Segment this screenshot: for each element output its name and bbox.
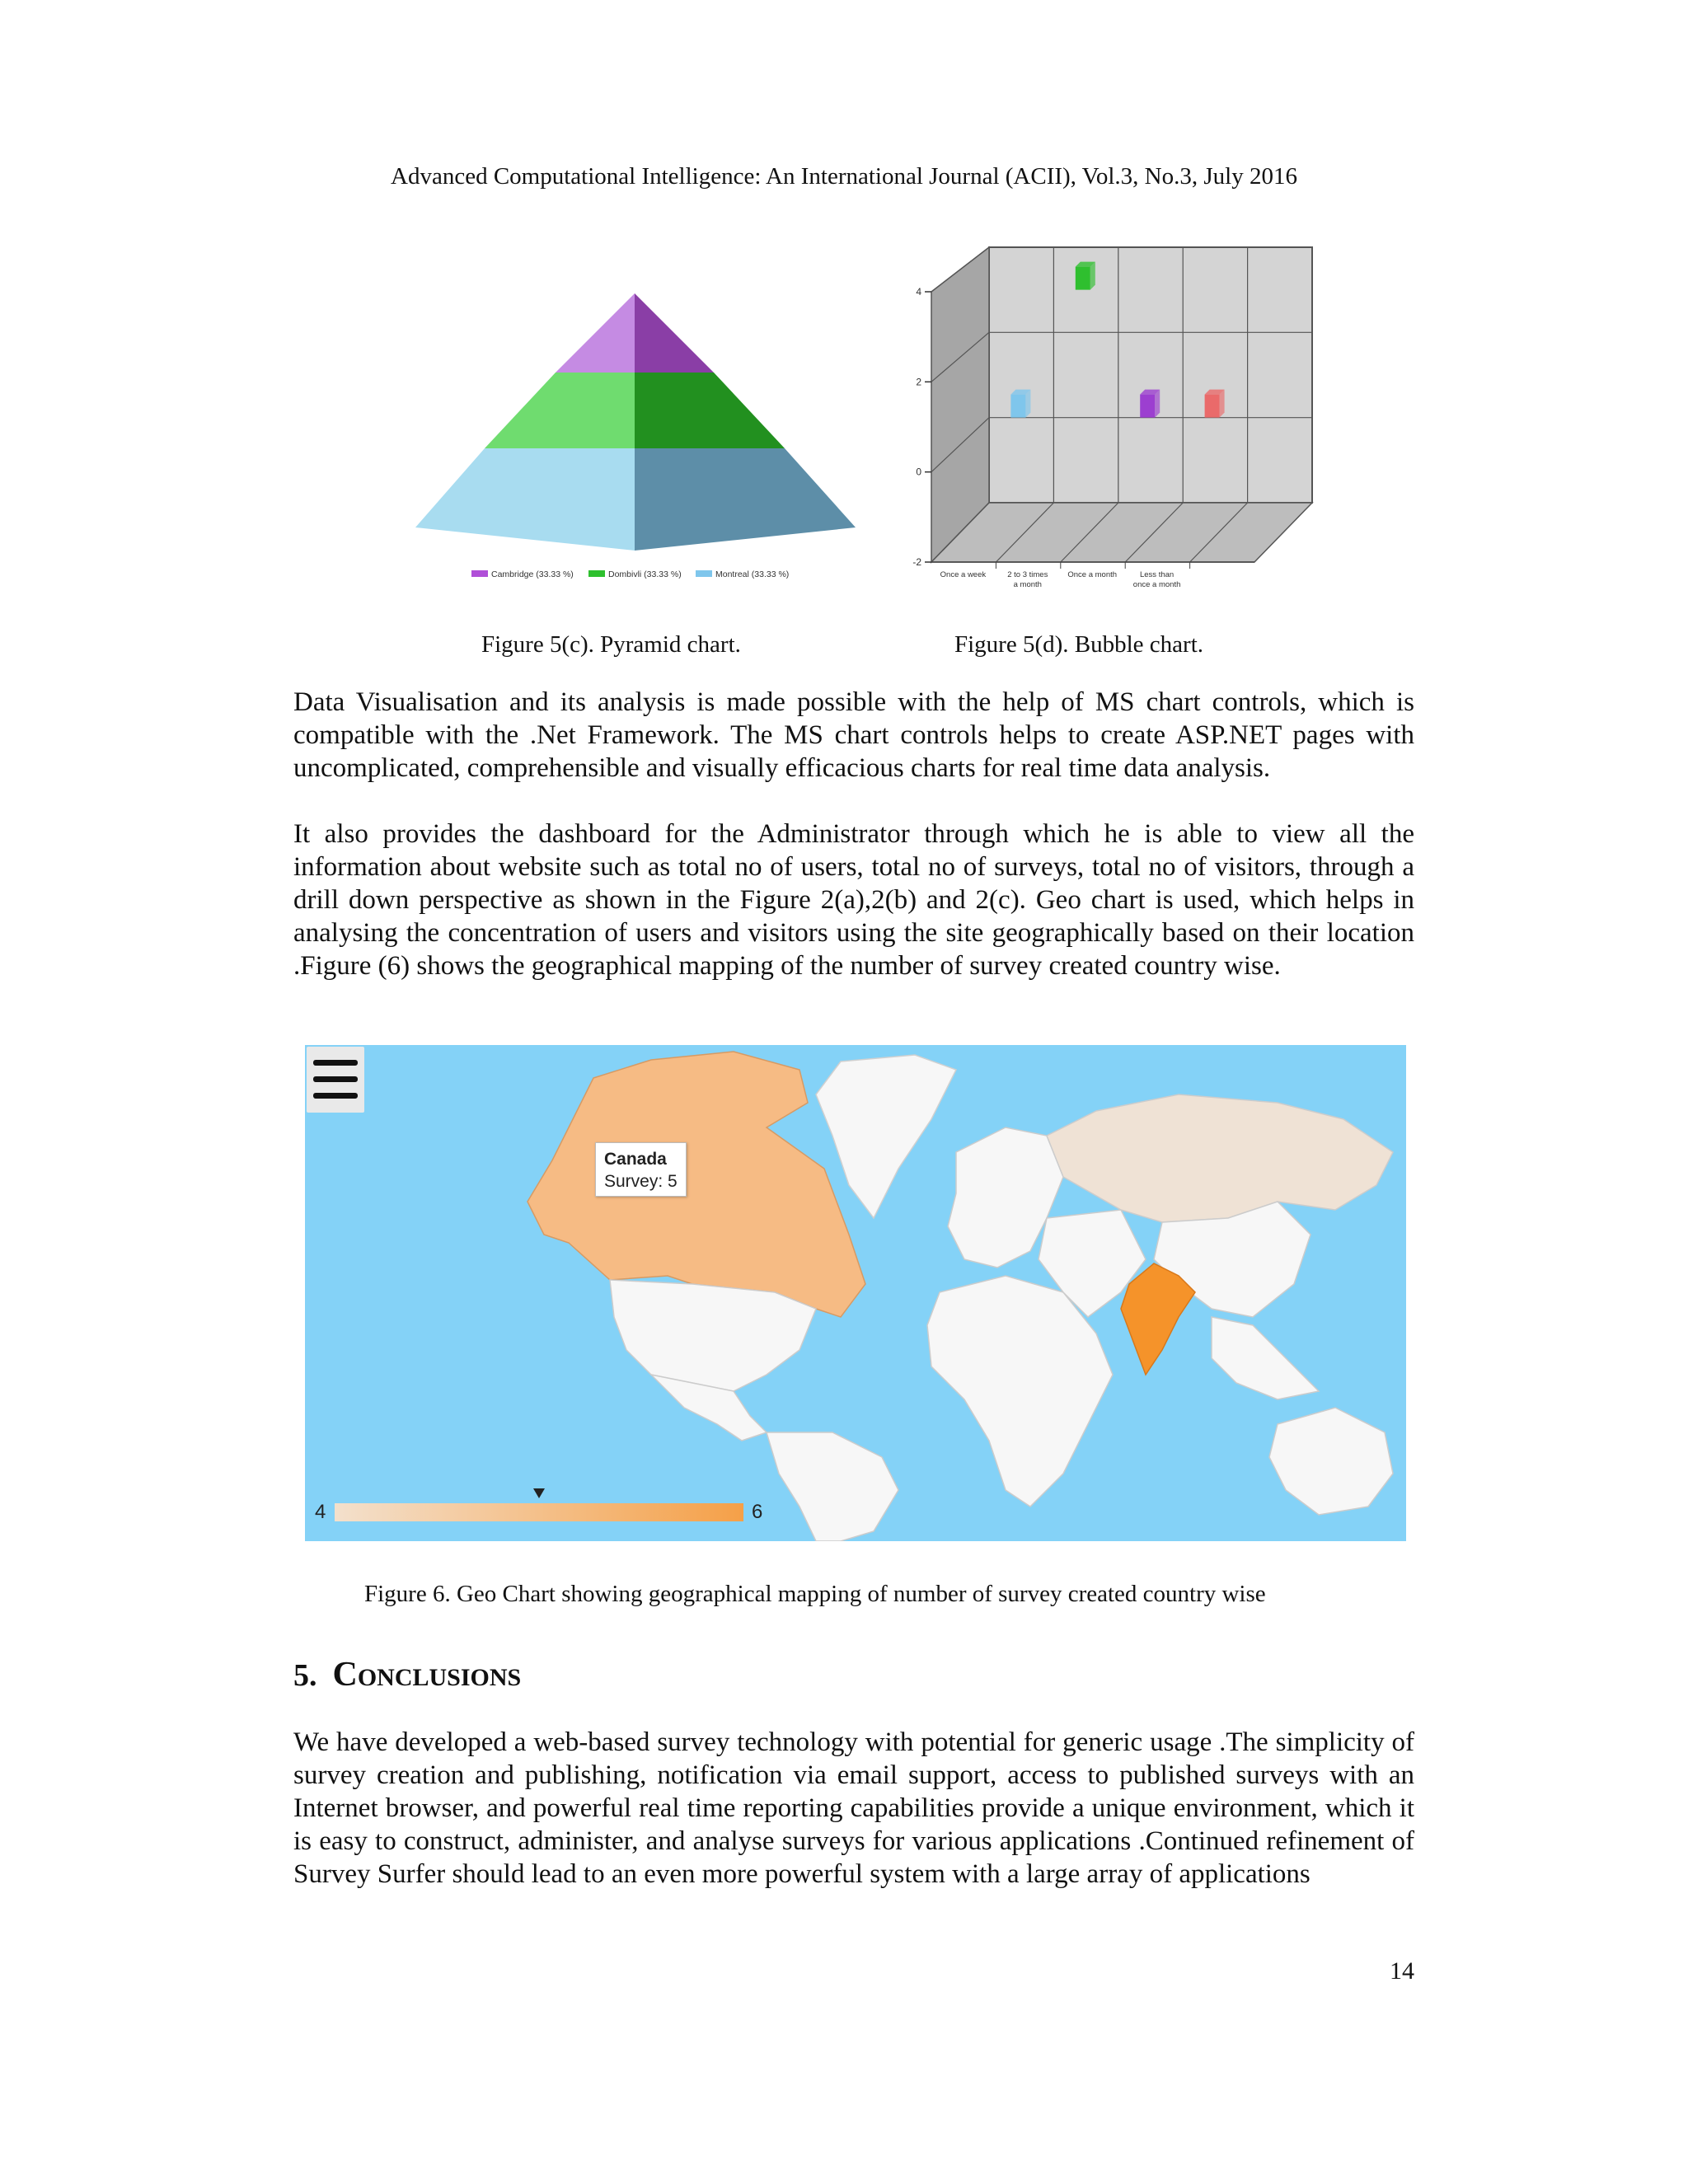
paragraph-dashboard: It also provides the dashboard for the Administrator through which he is able to view all the information about website such as total no of users, total no of surveys, total no of visitors, through a drill down perspective as shown in the Figure 2(a),2(b) and 2(c). Geo chart is used, which helps in analysing the concentration of users and visitors using the site geographically based on their location .Figure (6) shows the geographical mapping of the number of survey created country wise. [293,819,1414,981]
pyramid-legend [471,569,789,579]
chart-floor [931,503,1312,562]
x-tick-label: Once a week [940,570,987,579]
tooltip-title: Canada [604,1150,667,1169]
legend-swatch-cambridge [471,570,488,577]
x-tick-label: a month [1013,580,1042,589]
chart-x-axis [931,562,1254,589]
map-menu-button[interactable] [307,1047,364,1113]
chart-y-axis [912,286,931,568]
figure-5d-caption: Figure 5(d). Bubble chart. [954,631,1204,658]
bubble-front [1076,267,1090,290]
pyramid-slice-dombivli-front [485,373,635,448]
chart-back-wall [989,247,1312,503]
map-tooltip [595,1142,687,1197]
pyramid-body [415,293,856,551]
geo-chart [305,1045,1406,1541]
x-tick-label: Less than [1139,570,1175,579]
figure-5c-caption: Figure 5(c). Pyramid chart. [481,631,741,658]
legend-swatch-montreal [696,570,712,577]
bubble-front [1205,395,1220,418]
x-tick-label: once a month [1132,580,1181,589]
journal-header: Advanced Computational Intelligence: An International Journal (ACII), Vol.3, No.3, July 2016 [391,163,1297,190]
legend-label-cambridge: Cambridge (33.33 %) [491,569,574,579]
y-tick-label: -2 [912,556,921,568]
pyramid-slice-cambridge-front [556,293,635,373]
scale-max-label: 6 [752,1501,763,1523]
figure-6-caption: Figure 6. Geo Chart showing geographical mapping of number of survey created country wise [364,1581,1266,1607]
color-scale-bar [335,1503,743,1521]
tooltip-value: Survey: 5 [604,1172,678,1191]
bubble-side [1220,390,1225,418]
y-tick-label: 4 [916,286,921,298]
bubble-front [1010,395,1025,418]
paragraph-ms-chart: Data Visualisation and its analysis is made possible with the help of MS chart controls, which is compatible with the .Net Framework. The MS chart controls helps to create ASP.NET pages with uncomplicated, comprehensible and visually efficacious charts for real time data analysis. [293,687,1414,783]
x-tick-label: Once a month [1067,570,1118,579]
pyramid-slice-montreal-front [415,448,635,551]
section-heading [293,1655,521,1694]
geo-map [305,1045,1406,1541]
page-number: 14 [1390,1957,1414,1985]
legend-swatch-dombivli [588,570,605,577]
legend-label-montreal: Montreal (33.33 %) [715,569,790,579]
bubble-front [1140,395,1155,418]
bubble-chart [898,241,1327,603]
legend-label-dombivli: Dombivli (33.33 %) [608,569,682,579]
pyramid-slice-dombivli-side [635,373,785,448]
section-number: 5. [293,1658,317,1693]
pyramid-slice-montreal-side [635,448,856,551]
y-tick-label: 0 [916,466,921,478]
paragraph-conclusions: We have developed a web-based survey technology with potential for generic usage .The simplicity of survey creation and publishing, notification via email support, access to published surveys with an Internet browser, and powerful real time reporting capabilities provide a unique environment, which it is easy to construct, administer, and analyse surveys for various applications .Continued refinement of Survey Surfer should lead to an even more powerful system with a large array of applications [293,1727,1414,1889]
section-title-rest: ONCLUSIONS [357,1664,522,1691]
x-tick-label: 2 to 3 times [1007,570,1048,579]
bubble-point [1010,390,1030,418]
pyramid-chart [409,288,862,593]
bubble-point [1076,262,1095,290]
bubble-point [1205,390,1225,418]
scale-min-label: 4 [315,1501,326,1523]
section-title-initial: C [332,1656,358,1694]
pyramid-slice-cambridge-side [635,293,714,373]
bubble-point [1140,390,1160,418]
y-tick-label: 2 [916,376,921,388]
